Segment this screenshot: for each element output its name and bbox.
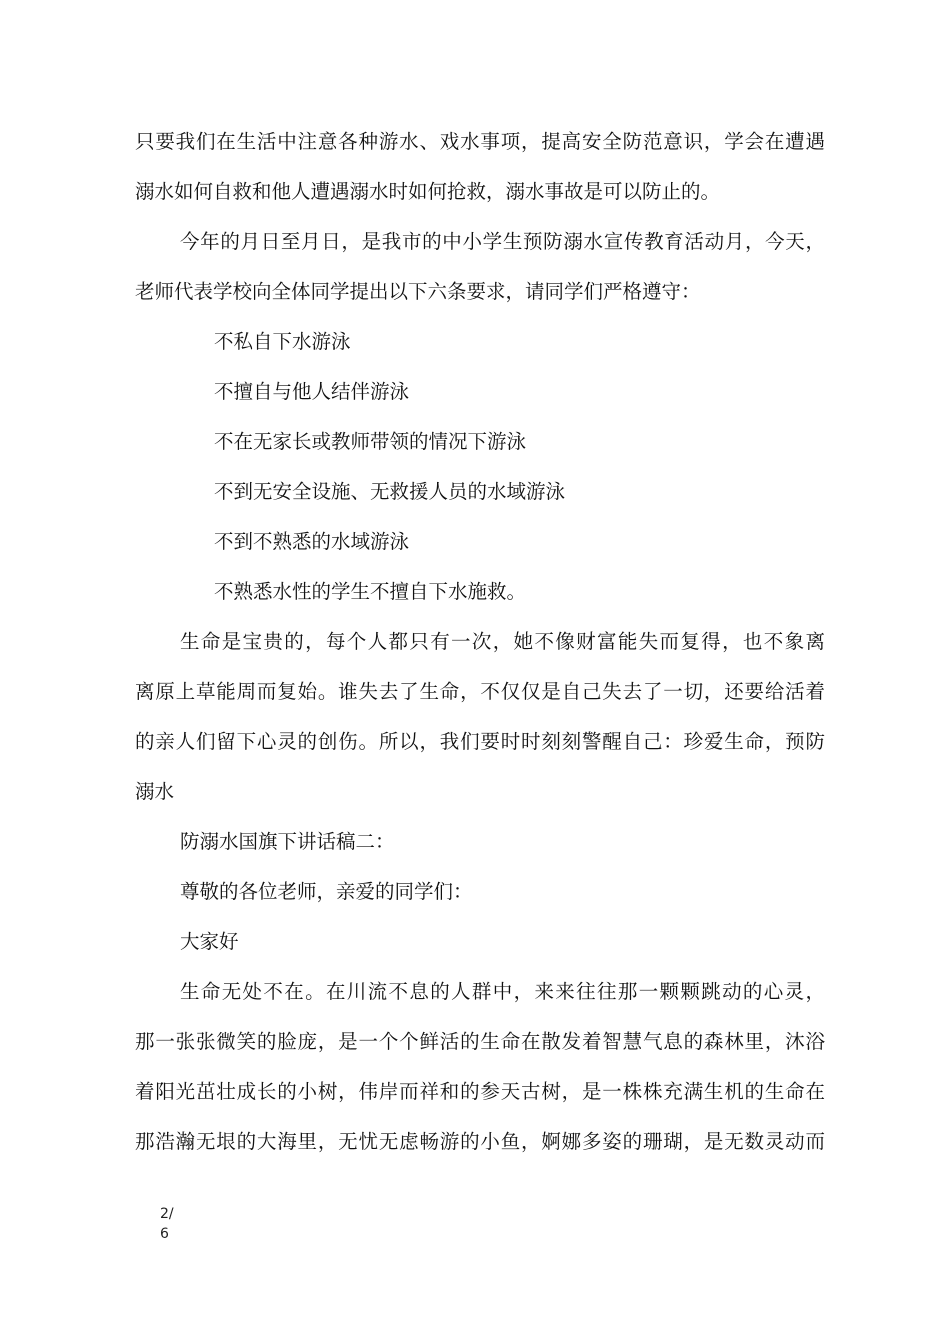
text-line: 溺水 — [135, 780, 175, 803]
greeting: 大家好 — [180, 930, 239, 953]
text-line: 老师代表学校向全体同学提出以下六条要求，请同学们严格遵守： — [135, 280, 701, 303]
list-item: 不到不熟悉的水域游泳 — [214, 530, 410, 553]
list-item: 不到无安全设施、无救援人员的水域游泳 — [214, 480, 566, 503]
salutation: 尊敬的各位老师，亲爱的同学们： — [180, 880, 473, 903]
text-line: 离原上草能周而复始。谁失去了生命，不仅仅是自己失去了一切，还要给活着 — [135, 680, 825, 703]
text-line: 今年的月日至月日，是我市的中小学生预防溺水宣传教育活动月，今天， — [180, 230, 825, 253]
page-number: 2/ 6 — [160, 1206, 174, 1242]
text-line: 那一张张微笑的脸庞，是一个个鲜活的生命在散发着智慧气息的森林里，沐浴 — [135, 1030, 825, 1053]
text-line: 着阳光茁壮成长的小树，伟岸而祥和的参天古树，是一株株充满生机的生命在 — [135, 1080, 825, 1103]
list-item: 不在无家长或教师带领的情况下游泳 — [214, 430, 527, 453]
text-line: 的亲人们留下心灵的创伤。所以，我们要时时刻刻警醒自己：珍爱生命，预防 — [135, 730, 825, 753]
text-line: 生命无处不在。在川流不息的人群中，来来往往那一颗颗跳动的心灵， — [180, 980, 825, 1003]
list-item: 不熟悉水性的学生不擅自下水施救。 — [214, 580, 527, 603]
text-line: 生命是宝贵的，每个人都只有一次，她不像财富能失而复得，也不象离 — [180, 630, 825, 653]
list-item: 不私自下水游泳 — [214, 330, 351, 353]
text-line: 那浩瀚无垠的大海里，无忧无虑畅游的小鱼，婀娜多姿的珊瑚，是无数灵动而 — [135, 1130, 825, 1153]
section-heading: 防溺水国旗下讲话稿二： — [180, 830, 395, 853]
text-line: 只要我们在生活中注意各种游水、戏水事项，提高安全防范意识，学会在遭遇 — [135, 130, 825, 153]
text-line: 溺水如何自救和他人遭遇溺水时如何抢救，溺水事故是可以防止的。 — [135, 180, 721, 203]
list-item: 不擅自与他人结伴游泳 — [214, 380, 410, 403]
